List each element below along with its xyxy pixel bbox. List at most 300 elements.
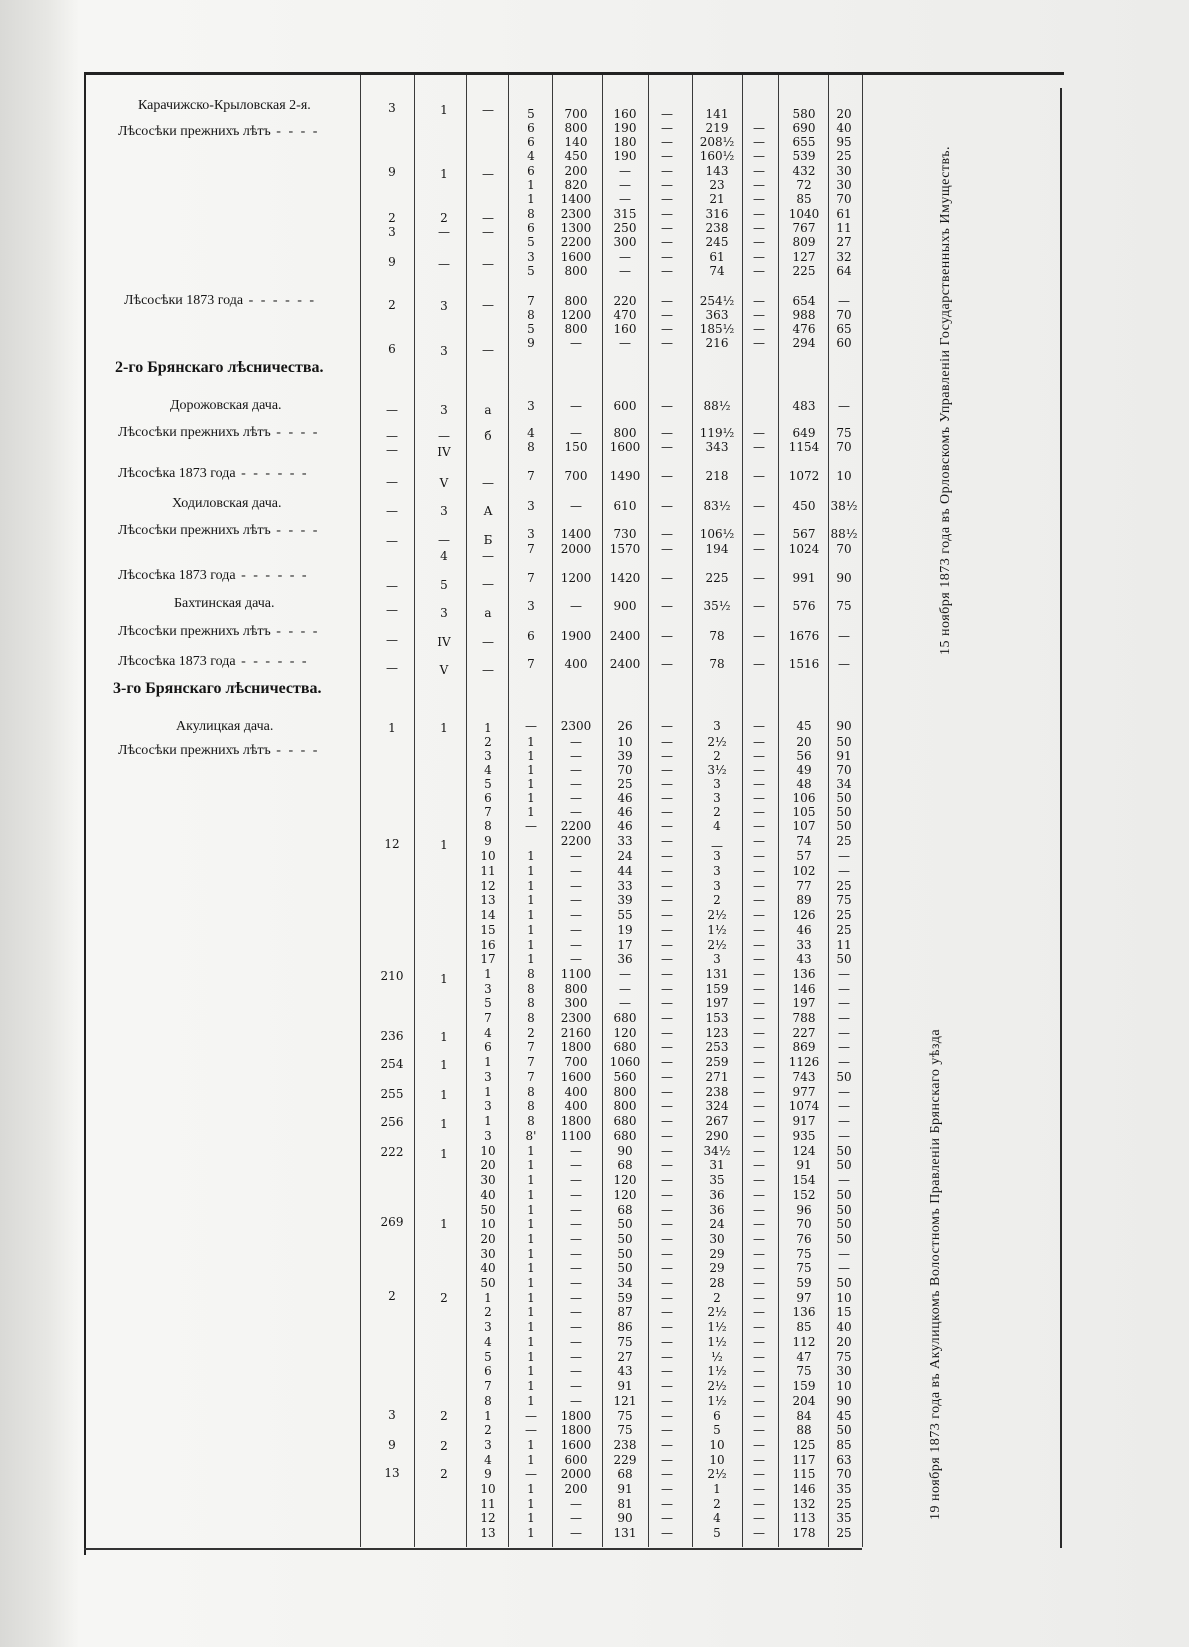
table-cell: —	[570, 1232, 582, 1246]
table-cell: 3	[440, 403, 448, 417]
table-cell: 45	[836, 1409, 852, 1423]
table-cell: 197	[705, 996, 729, 1010]
table-cell: —	[753, 121, 765, 135]
table-cell: —	[482, 549, 494, 563]
table-cell: —	[570, 908, 582, 922]
table-cell: 50	[617, 1217, 633, 1231]
table-cell: 190	[613, 121, 637, 135]
table-cell: —	[525, 1423, 537, 1437]
table-cell: 90	[617, 1511, 633, 1525]
table-cell: —	[753, 440, 765, 454]
table-cell: 7	[527, 1070, 535, 1084]
table-cell: 9	[484, 834, 492, 848]
table-cell: 190	[613, 149, 637, 163]
table-cell: —	[570, 893, 582, 907]
table-cell: ½	[711, 1350, 723, 1364]
table-cell: 6	[713, 1409, 721, 1423]
table-cell: 1600	[560, 1438, 592, 1452]
table-cell: —	[525, 819, 537, 833]
table-cell: 3	[484, 1070, 492, 1084]
table-cell: —	[661, 542, 673, 556]
table-cell: 1200	[560, 571, 592, 585]
table-cell: —	[753, 719, 765, 733]
table-cell: 10	[480, 1144, 496, 1158]
table-cell: IV	[437, 635, 451, 649]
table-cell: 4	[713, 1511, 721, 1525]
table-cell: 50	[836, 1144, 852, 1158]
table-cell: 2	[713, 805, 721, 819]
table-cell: 1800	[560, 1114, 592, 1128]
leader-dots: - - - -	[270, 425, 320, 440]
table-cell: 238	[705, 1085, 729, 1099]
table-cell: 5	[713, 1526, 721, 1540]
table-cell: 75	[617, 1423, 633, 1437]
table-cell: 38½	[830, 499, 858, 513]
table-cell: —	[838, 1026, 850, 1040]
table-cell: —	[661, 178, 673, 192]
table-cell: 3	[484, 1099, 492, 1113]
table-cell: 35	[836, 1482, 852, 1496]
table-cell: 1024	[788, 542, 820, 556]
table-cell: 29	[709, 1247, 725, 1261]
table-cell: —	[661, 657, 673, 671]
table-cell: 294	[792, 336, 816, 350]
table-cell: 46	[617, 805, 633, 819]
table-cell: 3	[440, 299, 448, 313]
table-cell: —	[570, 1305, 582, 1319]
table-cell: 10	[480, 1217, 496, 1231]
table-cell: 254½	[699, 294, 735, 308]
table-cell: —	[570, 805, 582, 819]
table-cell: 1100	[560, 1129, 592, 1143]
table-cell: 126	[792, 908, 816, 922]
table-cell: —	[838, 1040, 850, 1054]
table-cell: 11	[480, 1497, 496, 1511]
table-cell: 935	[792, 1129, 816, 1143]
table-cell: IV	[437, 445, 451, 459]
table-cell: 1	[527, 1173, 535, 1187]
table-cell: 29	[709, 1261, 725, 1275]
table-cell: 1	[527, 938, 535, 952]
table-cell: 25	[836, 834, 852, 848]
table-cell: —	[386, 579, 398, 593]
table-cell: —	[482, 257, 494, 271]
table-cell: 1	[440, 1117, 448, 1131]
table-cell: 91	[617, 1379, 633, 1393]
table-cell: 1600	[609, 440, 641, 454]
table-cell: 8	[527, 1011, 535, 1025]
table-cell: —	[661, 1055, 673, 1069]
table-cell: 27	[836, 235, 852, 249]
table-cell: 90	[836, 1394, 852, 1408]
table-cell: —	[661, 1291, 673, 1305]
table-cell: 1	[527, 1526, 535, 1540]
table-cell: 70	[836, 763, 852, 777]
table-cell: 216	[705, 336, 729, 350]
table-cell: 159	[705, 982, 729, 996]
table-cell: —	[753, 1144, 765, 1158]
table-cell: 991	[792, 571, 816, 585]
table-cell: —	[570, 336, 582, 350]
table-cell: 3	[484, 1438, 492, 1452]
table-cell: —	[661, 1188, 673, 1202]
table-cell: 730	[613, 527, 637, 541]
table-cell: 259	[705, 1055, 729, 1069]
table-cell: 78	[709, 657, 725, 671]
table-cell: —	[753, 207, 765, 221]
table-cell: —	[570, 1497, 582, 1511]
table-cell: 35½	[703, 599, 731, 613]
table-cell: 23	[709, 178, 725, 192]
table-cell: —	[661, 221, 673, 235]
table-cell: 90	[836, 571, 852, 585]
table-cell: 4	[713, 819, 721, 833]
table-cell: —	[570, 763, 582, 777]
table-cell: 7	[484, 1011, 492, 1025]
table-cell: 10	[480, 1482, 496, 1496]
table-cell: 1	[527, 1261, 535, 1275]
table-cell: —	[386, 661, 398, 675]
table-cell: 8	[484, 819, 492, 833]
table-cell: 25	[836, 1497, 852, 1511]
table-cell: 2200	[560, 834, 592, 848]
table-cell: 59	[796, 1276, 812, 1290]
table-cell: —	[661, 192, 673, 206]
table-cell: Б	[483, 533, 493, 547]
table-cell: 75	[796, 1261, 812, 1275]
table-cell: —	[753, 1379, 765, 1393]
table-cell: 917	[792, 1114, 816, 1128]
column-divider	[414, 75, 415, 1547]
table-cell: 13	[480, 1526, 496, 1540]
table-cell: 180	[613, 135, 637, 149]
bottom-rule	[84, 1548, 862, 1550]
table-cell: 123	[705, 1026, 729, 1040]
table-cell: —	[753, 735, 765, 749]
table-cell: 12	[480, 879, 496, 893]
table-cell: 1	[527, 1320, 535, 1334]
leader-dots: - - - -	[270, 124, 320, 139]
table-cell: 5	[713, 1423, 721, 1437]
table-cell: 87	[617, 1305, 633, 1319]
table-cell: 1420	[609, 571, 641, 585]
table-cell: 363	[705, 308, 729, 322]
table-cell: —	[661, 864, 673, 878]
table-cell: 34	[836, 777, 852, 791]
table-cell: 2	[440, 1291, 448, 1305]
table-cell: 7	[527, 1055, 535, 1069]
leader-dots: - - - -	[270, 624, 320, 639]
leader-dots: - - - -	[270, 743, 320, 758]
table-cell: —	[753, 819, 765, 833]
table-cell: 96	[796, 1203, 812, 1217]
table-cell: 576	[792, 599, 816, 613]
table-cell: 600	[613, 399, 637, 413]
table-cell: —	[661, 1320, 673, 1334]
table-cell: —	[753, 1055, 765, 1069]
table-cell: —	[753, 1129, 765, 1143]
table-cell: —	[570, 1394, 582, 1408]
row-label: Лѣсосѣки прежнихъ лѣтъ - - - -	[118, 624, 320, 639]
table-cell: 25	[617, 777, 633, 791]
table-cell: 32	[836, 250, 852, 264]
table-cell: —	[570, 952, 582, 966]
table-cell: 580	[792, 107, 816, 121]
table-cell: 10	[709, 1453, 725, 1467]
table-cell: 200	[564, 1482, 588, 1496]
table-cell: 50	[617, 1232, 633, 1246]
table-cell: —	[753, 264, 765, 278]
table-cell: —	[753, 1276, 765, 1290]
table-cell: 8	[527, 996, 535, 1010]
row-label: Лѣсосѣки 1873 года - - - - - -	[124, 293, 317, 308]
table-cell: 977	[792, 1085, 816, 1099]
table-cell: 2	[713, 749, 721, 763]
table-cell: 3	[527, 399, 535, 413]
table-cell: 13	[480, 893, 496, 907]
table-cell: 24	[617, 849, 633, 863]
table-cell: —	[570, 1158, 582, 1172]
table-cell: 21	[709, 192, 725, 206]
table-cell: —	[661, 1350, 673, 1364]
table-cell: 800	[613, 426, 637, 440]
table-cell: —	[570, 1144, 582, 1158]
table-cell: 31	[709, 1158, 725, 1172]
table-cell: 11	[836, 938, 852, 952]
table-cell: 77	[796, 879, 812, 893]
table-cell: 254	[380, 1057, 404, 1071]
table-cell: 5	[484, 996, 492, 1010]
row-label: Ходиловская дача.	[172, 496, 282, 511]
table-cell: 1	[527, 1158, 535, 1172]
table-cell: 88½	[703, 399, 731, 413]
table-cell: 1400	[560, 192, 592, 206]
table-cell: 1	[527, 735, 535, 749]
table-cell: 300	[613, 235, 637, 249]
table-cell: —	[619, 996, 631, 1010]
table-cell: 690	[792, 121, 816, 135]
table-cell: 1	[527, 1217, 535, 1231]
table-cell: 50	[836, 952, 852, 966]
table-cell: —	[753, 1409, 765, 1423]
table-cell: 3	[713, 952, 721, 966]
table-cell: 10	[480, 849, 496, 863]
table-cell: —	[661, 777, 673, 791]
table-cell: 25	[836, 923, 852, 937]
table-cell: 343	[705, 440, 729, 454]
table-cell: 600	[564, 1453, 588, 1467]
table-cell: 1½	[707, 1364, 727, 1378]
table-cell: 788	[792, 1011, 816, 1025]
table-cell: 1	[440, 103, 448, 117]
table-cell: 6	[527, 164, 535, 178]
table-cell: 1	[527, 864, 535, 878]
table-cell: 154	[792, 1173, 816, 1187]
table-cell: 7	[527, 571, 535, 585]
table-cell: 3	[527, 527, 535, 541]
table-cell: 210	[380, 969, 404, 983]
table-cell: —	[661, 749, 673, 763]
table-cell: —	[661, 1497, 673, 1511]
table-cell: 102	[792, 864, 816, 878]
table-cell: —	[838, 967, 850, 981]
table-cell: —	[753, 1320, 765, 1334]
table-cell: 28	[709, 1276, 725, 1290]
table-cell: 654	[792, 294, 816, 308]
table-cell: —	[661, 235, 673, 249]
table-cell: —	[838, 294, 850, 308]
table-cell: а	[484, 606, 492, 620]
table-cell: 70	[796, 1217, 812, 1231]
table-cell: 39	[617, 749, 633, 763]
table-cell: 567	[792, 527, 816, 541]
table-cell: 1	[527, 1144, 535, 1158]
table-cell: 1060	[609, 1055, 641, 1069]
table-cell: 81	[617, 1497, 633, 1511]
table-cell: 8	[484, 1394, 492, 1408]
table-cell: 2000	[560, 542, 592, 556]
table-cell: 120	[613, 1026, 637, 1040]
table-cell: 2200	[560, 235, 592, 249]
table-cell: 4	[484, 1026, 492, 1040]
column-divider	[862, 75, 863, 1547]
table-cell: 46	[617, 819, 633, 833]
table-cell: 269	[380, 1215, 404, 1229]
table-cell: —	[661, 1261, 673, 1275]
vertical-note: 15 ноября 1873 года въ Орловскомъ Управленіи Государственныхъ Имуществъ.	[938, 145, 953, 655]
table-cell: —	[570, 1526, 582, 1540]
table-cell: 9	[388, 255, 396, 269]
section-header: 3-го Брянскаго лѣсничества.	[113, 680, 322, 697]
table-cell: —	[386, 475, 398, 489]
table-cell: —	[838, 1173, 850, 1187]
table-cell: 160	[613, 107, 637, 121]
table-cell: 1	[527, 1247, 535, 1261]
table-cell: —	[753, 1026, 765, 1040]
table-cell: 290	[705, 1129, 729, 1143]
table-cell: —	[661, 629, 673, 643]
table-cell: 50	[836, 819, 852, 833]
table-cell: —	[711, 839, 723, 853]
table-cell: —	[619, 982, 631, 996]
table-cell: 3½	[707, 763, 727, 777]
table-cell: 1	[440, 1030, 448, 1044]
table-cell: 159	[792, 1379, 816, 1393]
table-cell: 15	[836, 1305, 852, 1319]
table-cell: —	[661, 1276, 673, 1290]
table-cell: —	[438, 429, 450, 443]
table-cell: 3	[440, 504, 448, 518]
table-cell: 8	[527, 440, 535, 454]
table-cell: 1	[527, 763, 535, 777]
table-cell: —	[661, 1379, 673, 1393]
table-cell: —	[386, 443, 398, 457]
table-cell: 315	[613, 207, 637, 221]
row-label: Лѣсосѣки прежнихъ лѣтъ - - - -	[118, 425, 320, 440]
table-cell: 16	[480, 938, 496, 952]
table-cell: —	[753, 322, 765, 336]
table-cell: 1	[440, 972, 448, 986]
table-cell: 2	[527, 1026, 535, 1040]
table-cell: 131	[613, 1526, 637, 1540]
table-cell: —	[386, 429, 398, 443]
table-cell: —	[753, 1438, 765, 1452]
table-cell: 3	[713, 864, 721, 878]
table-cell: 89	[796, 893, 812, 907]
table-cell: —	[482, 103, 494, 117]
table-cell: 809	[792, 235, 816, 249]
table-cell: 9	[388, 1438, 396, 1452]
table-cell: 75	[617, 1409, 633, 1423]
table-cell: 1100	[560, 967, 592, 981]
table-cell: 3	[484, 1129, 492, 1143]
table-cell: —	[753, 1482, 765, 1496]
table-cell: 56	[796, 749, 812, 763]
table-cell: 1	[527, 1335, 535, 1349]
table-cell: —	[753, 1335, 765, 1349]
table-cell: 1	[440, 1088, 448, 1102]
table-cell: 3	[484, 749, 492, 763]
table-cell: 1	[527, 923, 535, 937]
table-cell: 2½	[707, 735, 727, 749]
table-cell: 5	[527, 264, 535, 278]
table-cell: 400	[564, 657, 588, 671]
table-cell: 1800	[560, 1423, 592, 1437]
table-cell: 2300	[560, 719, 592, 733]
table-cell: 20	[480, 1232, 496, 1246]
table-cell: 75	[836, 599, 852, 613]
table-cell: —	[570, 1320, 582, 1334]
table-cell: 560	[613, 1070, 637, 1084]
table-cell: —	[661, 1026, 673, 1040]
vertical-note: 19 ноября 1873 года въ Акулицкомъ Волостномъ Правленіи Брянскаго уѣзда	[928, 1028, 943, 1520]
table-cell: 8	[527, 1085, 535, 1099]
table-cell: —	[661, 1232, 673, 1246]
table-cell: 2½	[707, 908, 727, 922]
table-cell: 8'	[525, 1129, 537, 1143]
table-cell: —	[661, 819, 673, 833]
table-cell: 1600	[560, 250, 592, 264]
table-cell: —	[570, 1364, 582, 1378]
table-cell: 132	[792, 1497, 816, 1511]
table-cell: 2½	[707, 1305, 727, 1319]
table-cell: 50	[836, 1217, 852, 1231]
table-cell: —	[661, 322, 673, 336]
row-label: Лѣсосѣка 1873 года - - - - - -	[118, 654, 309, 669]
table-cell: 50	[480, 1203, 496, 1217]
table-cell: 680	[613, 1114, 637, 1128]
table-cell: —	[838, 1114, 850, 1128]
table-cell: —	[753, 1011, 765, 1025]
table-cell: —	[753, 1350, 765, 1364]
table-cell: а	[484, 403, 492, 417]
table-cell: 125	[792, 1438, 816, 1452]
table-cell: 160	[613, 322, 637, 336]
table-cell: 75	[836, 426, 852, 440]
table-cell: —	[753, 864, 765, 878]
table-cell: 35	[836, 1511, 852, 1525]
table-cell: 57	[796, 849, 812, 863]
table-cell: 2300	[560, 1011, 592, 1025]
table-cell: 8	[527, 982, 535, 996]
table-cell: —	[753, 1526, 765, 1540]
table-cell: —	[753, 164, 765, 178]
table-cell: —	[482, 211, 494, 225]
table-cell: 10	[617, 735, 633, 749]
table-cell: 255	[380, 1087, 404, 1101]
table-cell: 112	[792, 1335, 816, 1349]
table-cell: 3	[484, 1320, 492, 1334]
